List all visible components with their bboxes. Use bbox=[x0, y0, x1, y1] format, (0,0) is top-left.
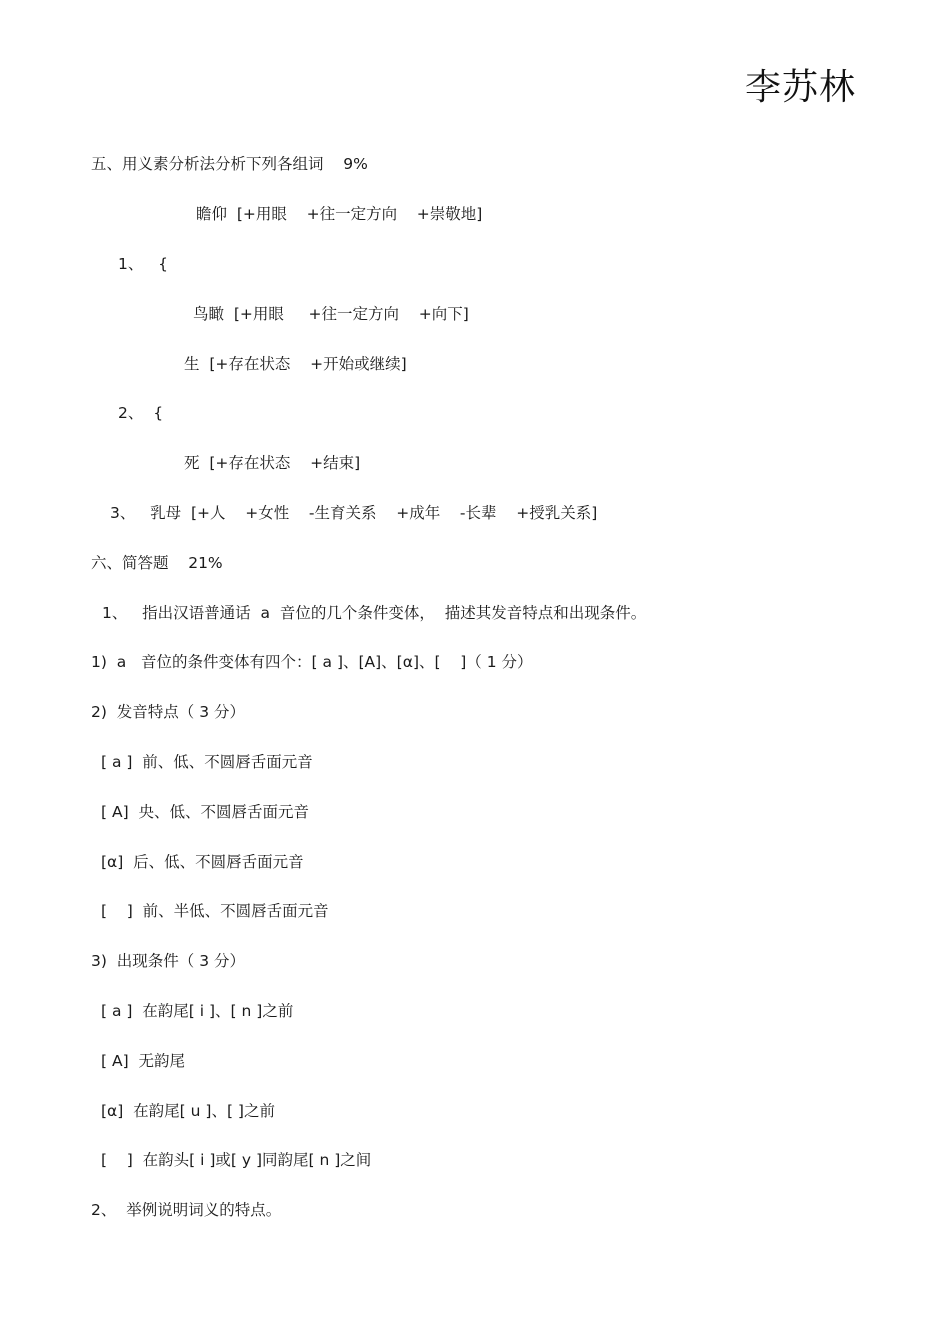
q1-word-zhanyang: 瞻仰 [+用眼 +往一定方向 +崇敬地] bbox=[196, 205, 483, 223]
answer-part-3-item: [ ] 在韵头[ i ]或[ y ]同韵尾[ n ]之间 bbox=[101, 1151, 372, 1169]
answer-part-2-item: [ A] 央、低、不圆唇舌面元音 bbox=[101, 803, 309, 821]
section-6-q2-title: 2、 举例说明词义的特点。 bbox=[91, 1201, 282, 1219]
answer-part-3-item: [α] 在韵尾[ u ]、[ ]之前 bbox=[101, 1102, 275, 1120]
q1-word-niaokan: 鸟瞰 [+用眼 +往一定方向 +向下] bbox=[193, 305, 469, 323]
answer-part-2-item: [ ] 前、半低、不圆唇舌面元音 bbox=[101, 902, 329, 920]
q2-word-si: 死 [+存在状态 +结束] bbox=[184, 454, 361, 472]
answer-part-3-item: [ a ] 在韵尾[ i ]、[ n ]之前 bbox=[101, 1002, 294, 1020]
answer-part-3: 3) 出现条件（ 3 分） bbox=[91, 952, 245, 970]
q2-word-sheng: 生 [+存在状态 +开始或继续] bbox=[184, 355, 407, 373]
q3-word-rumu: 3、 乳母 [+人 +女性 -生育关系 +成年 -长辈 +授乳关系] bbox=[110, 504, 598, 522]
q1-number-brace: 1、 { bbox=[118, 255, 169, 273]
author-name: 李苏林 bbox=[745, 67, 857, 108]
section-6-q1-title: 1、 指出汉语普通话 a 音位的几个条件变体， 描述其发音特点和出现条件。 bbox=[102, 604, 647, 622]
answer-part-3-item: [ A] 无韵尾 bbox=[101, 1052, 185, 1070]
section-6-title: 六、简答题 21% bbox=[91, 554, 223, 572]
section-5-title: 五、用义素分析法分析下列各组词 9% bbox=[91, 155, 368, 173]
answer-part-2-item: [α] 后、低、不圆唇舌面元音 bbox=[101, 853, 304, 871]
q2-number-brace: 2、 { bbox=[118, 404, 164, 422]
answer-part-1: 1) a 音位的条件变体有四个：[ a ]、[A]、[α]、[ ]（ 1 分） bbox=[91, 653, 533, 671]
answer-part-2-item: [ a ] 前、低、不圆唇舌面元音 bbox=[101, 753, 313, 771]
answer-part-2: 2) 发音特点（ 3 分） bbox=[91, 703, 245, 721]
